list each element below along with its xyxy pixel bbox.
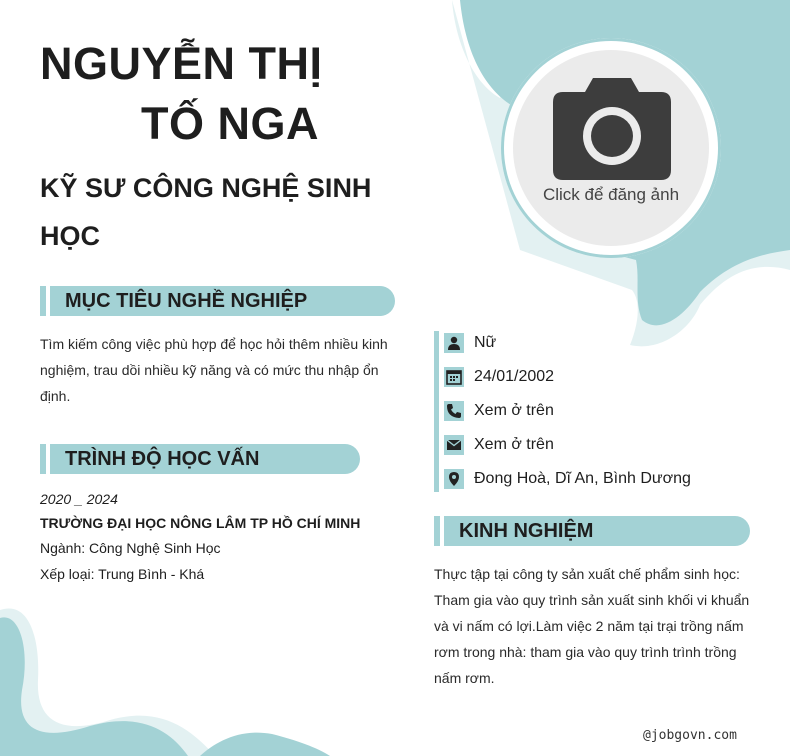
address-value: Đong Hoà, Dĩ An, Bình Dương [474,470,691,487]
calendar-icon [444,367,464,387]
watermark: @jobgovn.com [643,728,737,743]
candidate-name-line1: NGUYỄN THỊ [40,38,323,89]
info-divider [434,331,439,492]
camera-icon [553,78,671,180]
birthday-value: 24/01/2002 [474,368,555,385]
objective-text: Tìm kiếm công việc phù hợp để học hỏi thêm nhiều kinh nghiệm, trau dồi nhiều kỹ năng và có mức thu nhập ổn định. [40,336,388,404]
education-section-header [50,444,360,474]
photo-upload-label: Click để đăng ảnh [542,185,680,204]
objective-section-header [50,286,395,316]
email-value: Xem ở trên [474,436,554,453]
education-school: TRƯỜNG ĐẠI HỌC NÔNG LÂM TP HỒ CHÍ MINH [40,515,361,531]
candidate-name-line2: TỐ NGA [141,98,319,149]
objective-heading: MỤC TIÊU NGHỀ NGHIỆP [65,290,308,312]
education-grade: Xếp loại: Trung Bình - Khá [40,566,205,582]
experience-heading: KINH NGHIỆM [459,520,594,542]
experience-text: Thực tập tại công ty sản xuất chế phẩm sinh học: Tham gia vào quy trình sản xuất sinh khối vi khuẩn và vi nấm có lợi.Làm việc 2 năm tại trại trồng nấm rơm trong nhà: tham gia vào quy trình trình trồng nấm rơm. [434,566,750,686]
education-major: Ngành: Công Nghệ Sinh Học [40,540,221,556]
user-icon [444,333,464,353]
email-icon [444,435,464,455]
bottom-center-blob [200,733,330,756]
job-title: KỸ SƯ CÔNG NGHỆ SINH HỌC [40,173,372,251]
photo-upload[interactable] [501,38,721,258]
experience-section-header [444,516,750,546]
education-period: 2020 _ 2024 [40,491,118,507]
location-pin-icon [444,469,464,489]
education-heading: TRÌNH ĐỘ HỌC VẤN [65,448,260,470]
phone-icon [444,401,464,421]
gender-value: Nữ [474,334,497,351]
phone-value: Xem ở trên [474,402,554,419]
